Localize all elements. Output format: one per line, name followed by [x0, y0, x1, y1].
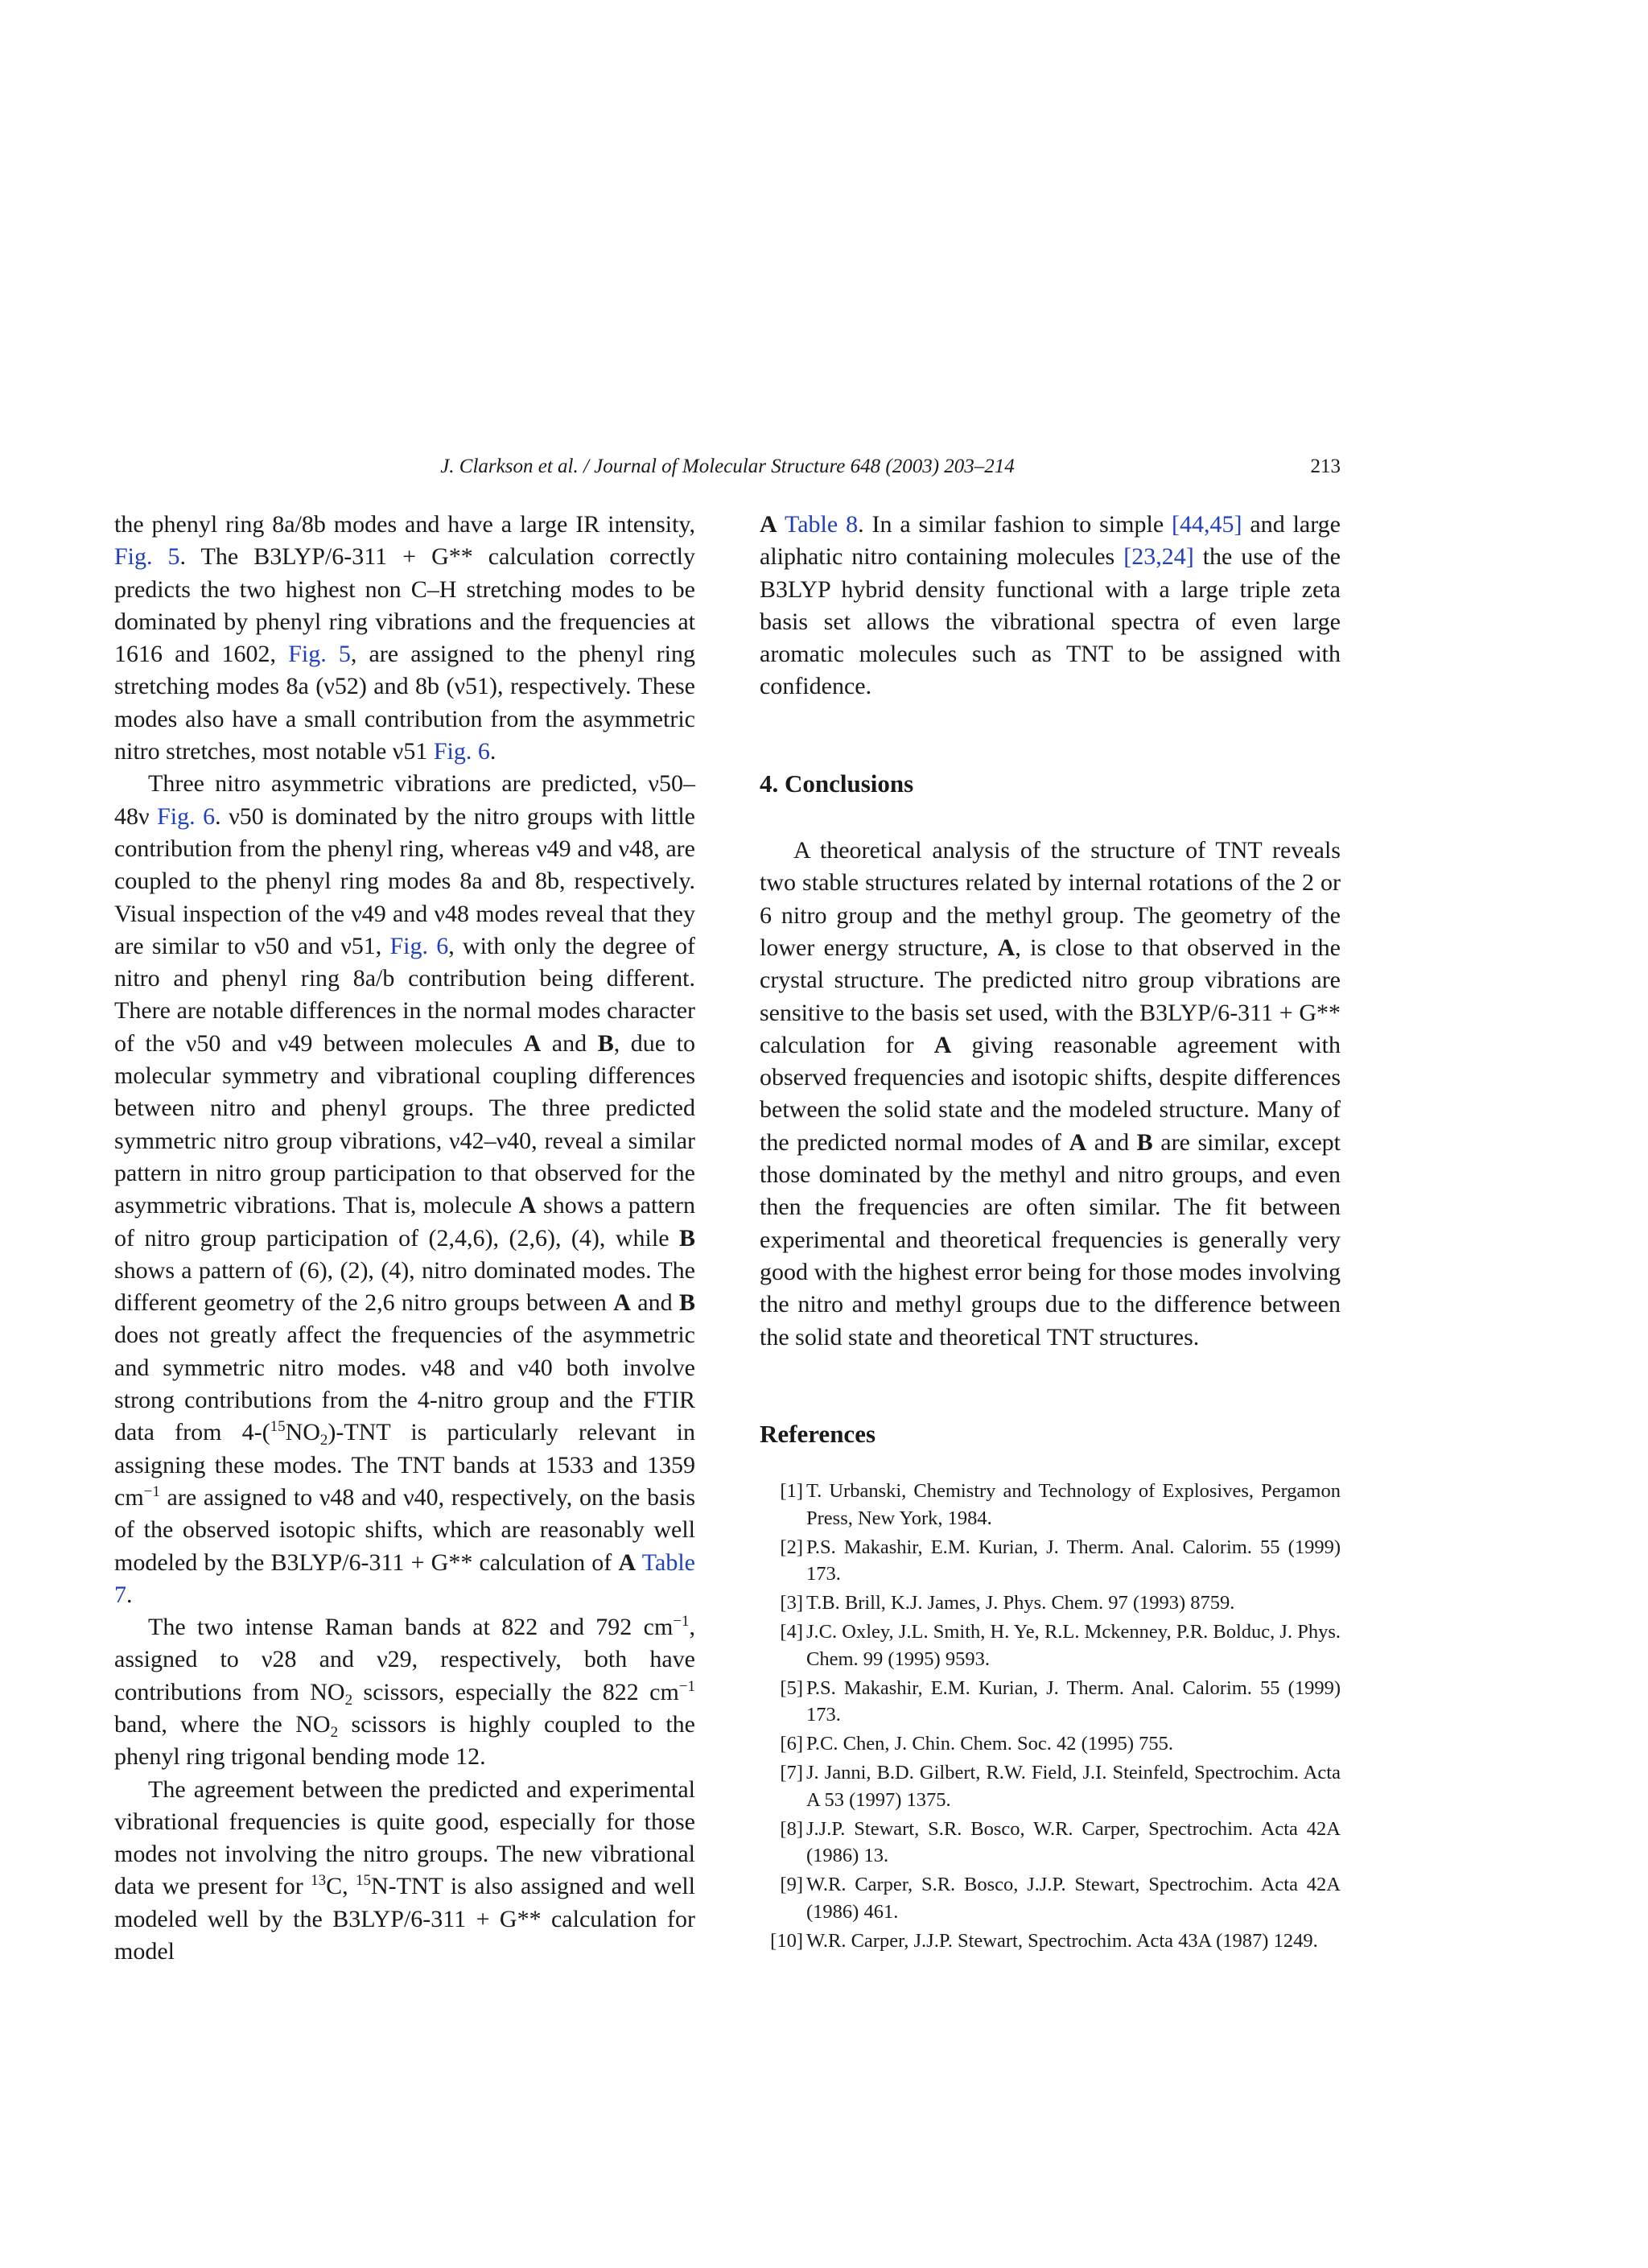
molecule-a: A [523, 1029, 542, 1057]
paragraph: A Table 8. In a similar fashion to simple [44,45] and large aliphatic nitro containing molecules [23,24] the use of the B3LYP hybrid density functional with a large triple zeta basis set allows the vibrational spectra of even large aromatic molecules such as TNT to be assigned with confidence. [760, 511, 1341, 700]
fig-5-link[interactable]: Fig. 5 [114, 543, 180, 571]
reference-text: P.S. Makashir, E.M. Kurian, J. Therm. Anal. Calorim. 55 (1999) 173. [806, 1536, 1341, 1586]
reference-item [760, 1478, 1341, 1532]
citation-link[interactable]: [44,45] [1172, 511, 1242, 538]
reference-number: [6] [780, 1733, 803, 1755]
molecule-b: B [597, 1029, 614, 1057]
molecule-a: A [1069, 1128, 1087, 1156]
left-column [114, 509, 695, 1968]
reference-item [760, 1759, 1341, 1813]
molecule-a: A [997, 934, 1016, 961]
paragraph: Three nitro asymmetric vibrations are predicted, ν50–48ν Fig. 6. ν50 is dominated by the nitro groups with little contribution from the phenyl ring, whereas ν49 and ν48, are coupled to the phenyl ring modes 8a and 8b, respectively. Visual inspection of the ν49 and ν48 modes reveal that they are similar to ν50 and ν51, Fig. 6, with only the degree of nitro and phenyl ring 8a/b contribution being different. There are notable differences in the normal modes character of the ν50 and ν49 between molecules A and B, due to molecular symmetry and vibrational coupling differences between nitro and phenyl groups. The three predicted symmetric nitro group vibrations, ν42–ν40, reveal a similar pattern in nitro group participation to that observed for the asymmetric vibrations. That is, molecule A shows a pattern of nitro group participation of (2,4,6), (2,6), (4), while B shows a pattern of (6), (2), (4), nitro dominated modes. The different geometry of the 2,6 nitro groups between A and B does not greatly affect the frequencies of the asymmetric and symmetric nitro modes. ν48 and ν40 both involve strong contributions from the 4-nitro group and the FTIR data from $4-(^{15}NO_2)$-TNT is particularly relevant in assigning these modes. The TNT bands at 1533 and 1359 $cm^{-1}$ are assigned to ν48 and ν40, respectively, on the basis of the observed isotopic shifts, which are reasonably well modeled by the B3LYP/6-311 + G** calculation of A Table 7. [114, 770, 695, 1608]
fig-6-link[interactable]: Fig. 6 [389, 932, 449, 959]
fig-6-link[interactable]: Fig. 6 [157, 802, 216, 830]
molecule-a: A [518, 1192, 537, 1219]
molecule-a: A [760, 511, 777, 538]
reference-number: [1] [780, 1480, 803, 1503]
reference-text: J. Janni, B.D. Gilbert, R.W. Field, J.I. Steinfeld, Spectrochim. Acta A 53 (1997) 1375. [806, 1762, 1341, 1811]
reference-number: [7] [780, 1762, 803, 1784]
molecule-a: A [933, 1031, 952, 1058]
journal-citation: J. Clarkson et al. / Journal of Molecular Structure 648 (2003) 203–214 [440, 456, 1015, 477]
molecule-a: A [618, 1548, 637, 1576]
reference-number: [10] [770, 1929, 803, 1952]
reference-item [760, 1871, 1341, 1925]
reference-number: [2] [780, 1536, 803, 1558]
reference-number: [5] [780, 1676, 803, 1699]
reference-text: T.B. Brill, K.J. James, J. Phys. Chem. 97 (1993) 8759. [806, 1592, 1235, 1614]
molecule-b: B [678, 1224, 695, 1252]
right-column [760, 509, 1341, 1957]
reference-item [760, 1928, 1341, 1955]
citation-link[interactable]: [23,24] [1123, 543, 1194, 571]
fig-5-link[interactable]: Fig. 5 [288, 641, 351, 668]
fig-6-link[interactable]: Fig. 6 [433, 738, 490, 765]
molecule-b: B [1136, 1128, 1153, 1156]
reference-text: W.R. Carper, S.R. Bosco, J.J.P. Stewart, Spectrochim. Acta 42A (1986) 461. [806, 1874, 1341, 1923]
reference-number: [9] [780, 1874, 803, 1896]
reference-item [760, 1619, 1341, 1672]
reference-text: J.J.P. Stewart, S.R. Bosco, W.R. Carper, Spectrochim. Acta 42A (1986) 13. [806, 1817, 1341, 1867]
references-heading: References [760, 1419, 876, 1448]
reference-item [760, 1534, 1341, 1588]
paragraph: the phenyl ring 8a/8b modes and have a large IR intensity, Fig. 5. The B3LYP/6-311 + G** calculation correctly predicts the two highest non C–H stretching modes to be dominated by phenyl ring vibrations and the frequencies at 1616 and 1602, Fig. 5, are assigned to the phenyl ring stretching modes 8a (ν52) and 8b (ν51), respectively. These modes also have a small contribution from the asymmetric nitro stretches, most notable ν51 Fig. 6. [114, 511, 695, 765]
reference-item [760, 1675, 1341, 1729]
molecule-a: A [613, 1289, 631, 1317]
table-8-link[interactable]: Table 8 [785, 511, 859, 538]
reference-text: W.R. Carper, J.J.P. Stewart, Spectrochim. Acta 43A (1987) 1249. [806, 1929, 1318, 1952]
paragraph: The two intense Raman bands at 822 and 792 $cm^{-1}$, assigned to ν28 and ν29, respectively, both have contributions from $NO_2$ scissors, especially the 822 $cm^{-1}$ band, where the $NO_2$ scissors is highly coupled to the phenyl ring trigonal bending mode 12. [114, 1613, 695, 1771]
reference-item [760, 1730, 1341, 1758]
reference-number: [8] [780, 1817, 803, 1840]
running-head [114, 456, 1341, 488]
reference-text: T. Urbanski, Chemistry and Technology of Explosives, Pergamon Press, New York, 1984. [806, 1480, 1341, 1529]
paragraph: The agreement between the predicted and experimental vibrational frequencies is quite good, especially for those modes not involving the nitro groups. The new vibrational data we present for $^{13}$C, $^{15}$N-TNT is also assigned and well modeled well by the B3LYP/6-311 + G** calculation for model [114, 1775, 695, 1965]
reference-item [760, 1590, 1341, 1617]
reference-number: [4] [780, 1621, 803, 1643]
reference-text: P.S. Makashir, E.M. Kurian, J. Therm. Anal. Calorim. 55 (1999) 173. [806, 1676, 1341, 1726]
reference-number: [3] [780, 1592, 803, 1614]
molecule-b: B [678, 1289, 695, 1317]
reference-item [760, 1816, 1341, 1870]
references-list [760, 1478, 1341, 1954]
conclusions-heading: 4. Conclusions [760, 769, 914, 798]
table-7-link[interactable]: Table 7 [114, 1548, 695, 1608]
reference-text: J.C. Oxley, J.L. Smith, H. Ye, R.L. Mckenney, P.R. Bolduc, J. Phys. Chem. 99 (1995) 9593. [806, 1621, 1341, 1670]
paragraph: A theoretical analysis of the structure of TNT reveals two stable structures related by internal rotations of the 2 or 6 nitro group and the methyl group. The geometry of the lower energy structure, A, is close to that observed in the crystal structure. The predicted nitro group vibrations are sensitive to the basis set used, with the B3LYP/6-311 + G** calculation for A giving reasonable agreement with observed frequencies and isotopic shifts, despite differences between the solid state and the modeled structure. Many of the predicted normal modes of A and B are similar, except those dominated by the methyl and nitro groups, and even then the frequencies are often similar. The fit between experimental and theoretical frequencies is generally very good with the highest error being for those modes involving the nitro and methyl groups due to the difference between the solid state and theoretical TNT structures. [760, 837, 1341, 1350]
page-number: 213 [1310, 456, 1341, 477]
reference-text: P.C. Chen, J. Chin. Chem. Soc. 42 (1995) 755. [806, 1733, 1173, 1755]
